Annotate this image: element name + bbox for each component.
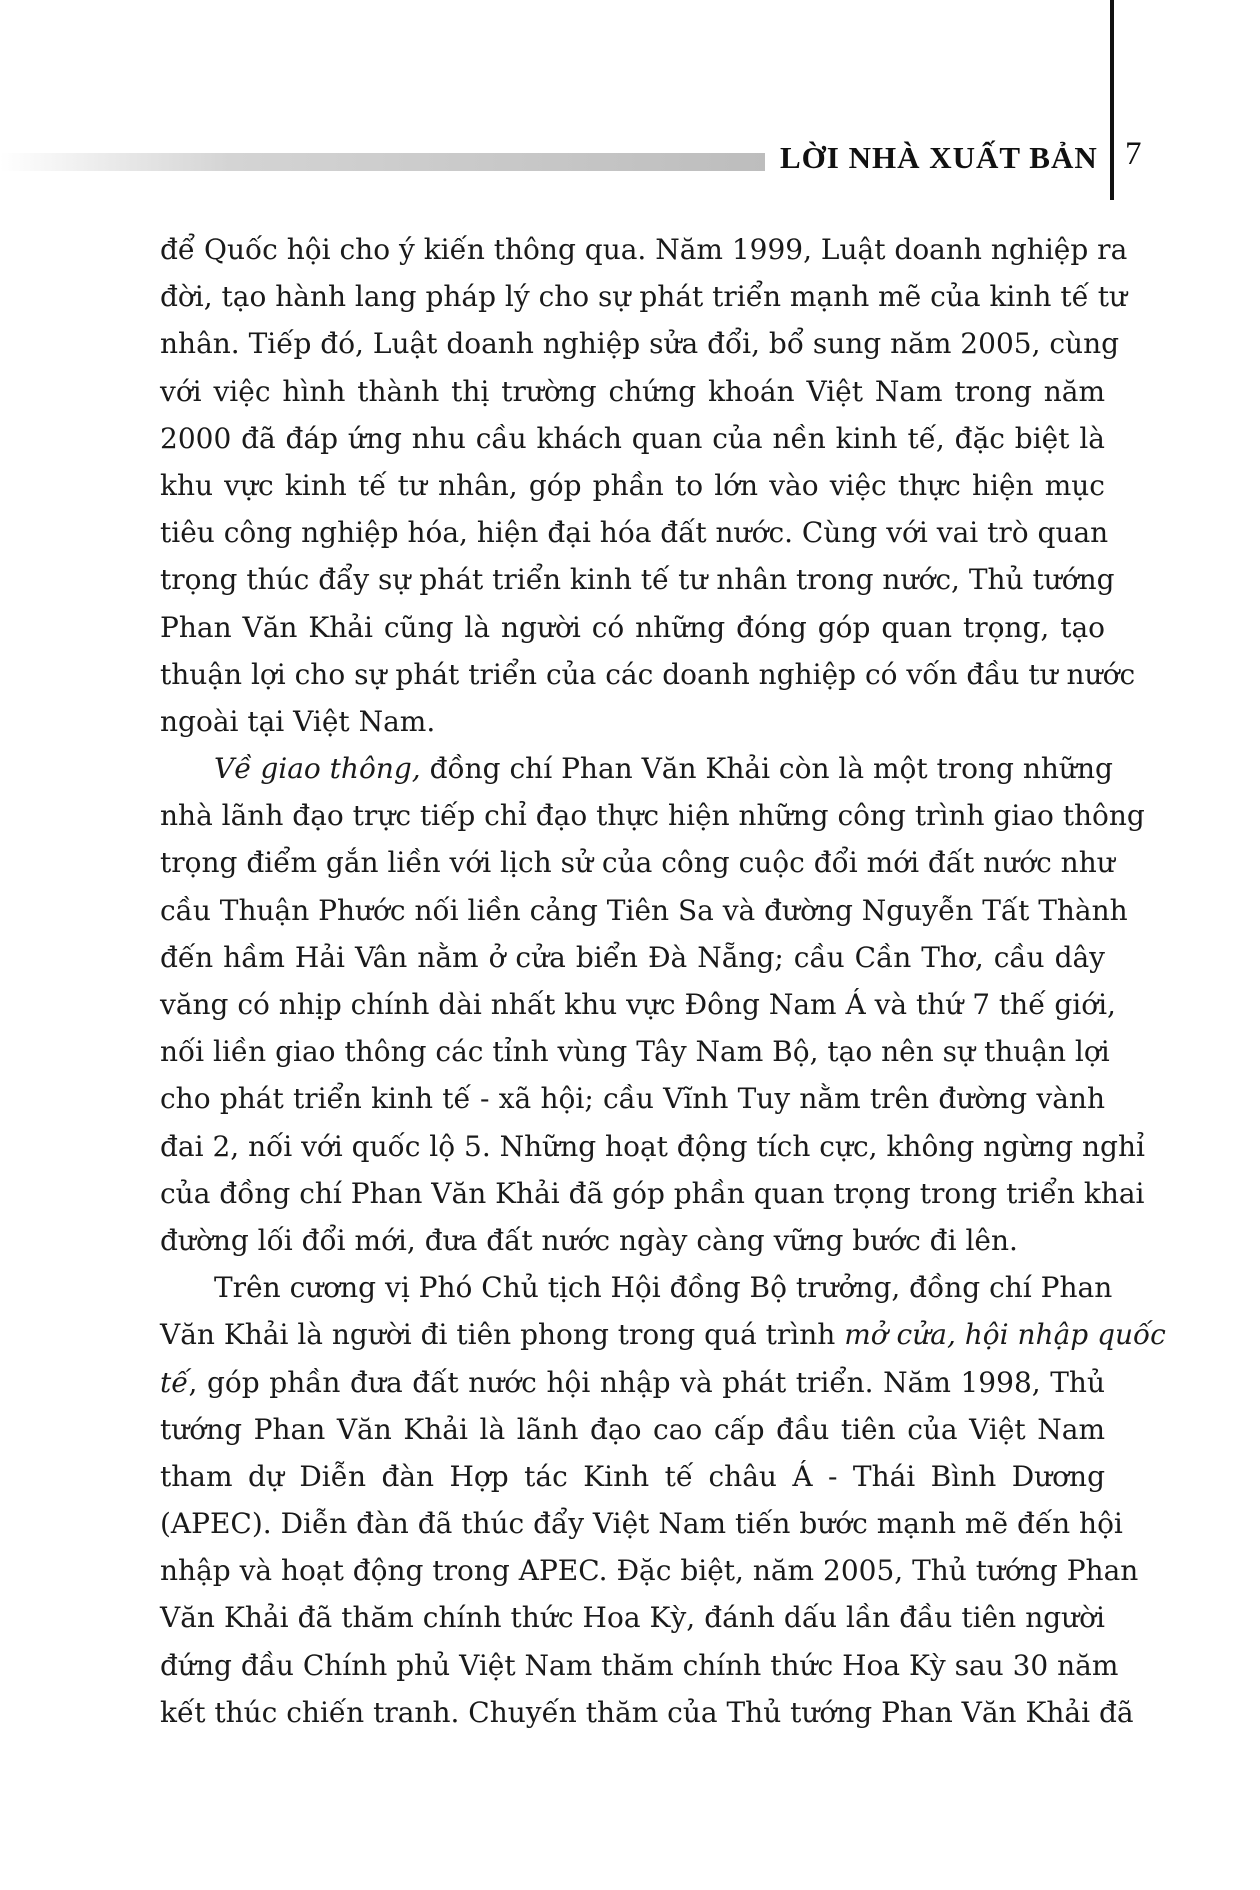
text-run: , góp phần đưa đất nước hội nhập và phát triển. Năm 1998, Thủ [188,1365,1105,1399]
text-line [160,1359,1105,1406]
text-line: Văn Khải đã thăm chính thức Hoa Kỳ, đánh dấu lần đầu tiên người [160,1601,1105,1635]
text-line: đai 2, nối với quốc lộ 5. Những hoạt động tích cực, không ngừng nghỉ [160,1129,1145,1163]
text-line [160,1311,1166,1358]
text-line: tham dự Diễn đàn Hợp tác Kinh tế châu Á - Thái Bình Dương [160,1459,1105,1493]
text-run: đồng chí Phan Văn Khải còn là một trong những [420,752,1113,786]
text-line: nhân. Tiếp đó, Luật doanh nghiệp sửa đổi, bổ sung năm 2005, cùng [160,327,1120,361]
italic-phrase: mở cửa, hội nhập quốc [844,1318,1166,1352]
text-line: (APEC). Diễn đàn đã thúc đẩy Việt Nam tiến bước mạnh mẽ đến hội [160,1507,1123,1541]
text-line: với việc hình thành thị trường chứng khoán Việt Nam trong năm [160,374,1105,408]
text-line-paragraph-end: ngoài tại Việt Nam. [160,704,436,738]
running-header-title: LỜI NHÀ XUẤT BẢN [780,140,1098,175]
text-line: khu vực kinh tế tư nhân, góp phần to lớn vào việc thực hiện mục [160,468,1105,502]
text-line: tướng Phan Văn Khải là lãnh đạo cao cấp đầu tiên của Việt Nam [160,1412,1105,1446]
text-line-paragraph-start [160,745,1113,792]
text-line-paragraph-start: Trên cương vị Phó Chủ tịch Hội đồng Bộ trưởng, đồng chí Phan [214,1271,1113,1305]
italic-phrase: tế [160,1365,189,1399]
text-line: trọng điểm gắn liền với lịch sử của công cuộc đổi mới đất nước như [160,846,1115,880]
text-line: cầu Thuận Phước nối liền cảng Tiên Sa và đường Nguyễn Tất Thành [160,893,1128,927]
body-text [160,226,1166,1736]
text-line: 2000 đã đáp ứng nhu cầu khách quan của nền kinh tế, đặc biệt là [160,421,1105,455]
text-line-paragraph-end: đường lối đổi mới, đưa đất nước ngày càng vững bước đi lên. [160,1223,1018,1257]
italic-phrase: Về giao thông, [214,752,421,786]
text-line: Phan Văn Khải cũng là người có những đóng góp quan trọng, tạo [160,610,1105,644]
text-line: nhập và hoạt động trong APEC. Đặc biệt, năm 2005, Thủ tướng Phan [160,1554,1139,1588]
text-line: cho phát triển kinh tế - xã hội; cầu Vĩnh Tuy nằm trên đường vành [160,1082,1105,1116]
text-line: tiêu công nghiệp hóa, hiện đại hóa đất nước. Cùng với vai trò quan [160,516,1109,550]
text-line: nối liền giao thông các tỉnh vùng Tây Nam Bộ, tạo nên sự thuận lợi [160,1035,1110,1069]
text-line: của đồng chí Phan Văn Khải đã góp phần quan trọng trong triển khai [160,1176,1145,1210]
text-line: đời, tạo hành lang pháp lý cho sự phát triển mạnh mẽ của kinh tế tư [160,280,1128,314]
header-gradient-bar [0,153,765,171]
text-line: văng có nhịp chính dài nhất khu vực Đông Nam Á và thứ 7 thế giới, [160,988,1116,1021]
text-line: nhà lãnh đạo trực tiếp chỉ đạo thực hiện những công trình giao thông [160,799,1145,833]
text-run: Văn Khải là người đi tiên phong trong quá trình [160,1318,845,1352]
text-line: thuận lợi cho sự phát triển của các doanh nghiệp có vốn đầu tư nước [160,657,1136,691]
text-line: đứng đầu Chính phủ Việt Nam thăm chính thức Hoa Kỳ sau 30 năm [160,1648,1119,1682]
text-line: đến hầm Hải Vân nằm ở cửa biển Đà Nẵng; cầu Cần Thơ, cầu dây [160,940,1105,974]
text-line: kết thúc chiến tranh. Chuyến thăm của Thủ tướng Phan Văn Khải đã [160,1695,1134,1729]
page-number: 7 [1125,136,1142,172]
text-line: trọng thúc đẩy sự phát triển kinh tế tư nhân trong nước, Thủ tướng [160,563,1115,597]
text-line: để Quốc hội cho ý kiến thông qua. Năm 1999, Luật doanh nghiệp ra [160,233,1128,266]
header-vertical-rule [1110,0,1114,200]
